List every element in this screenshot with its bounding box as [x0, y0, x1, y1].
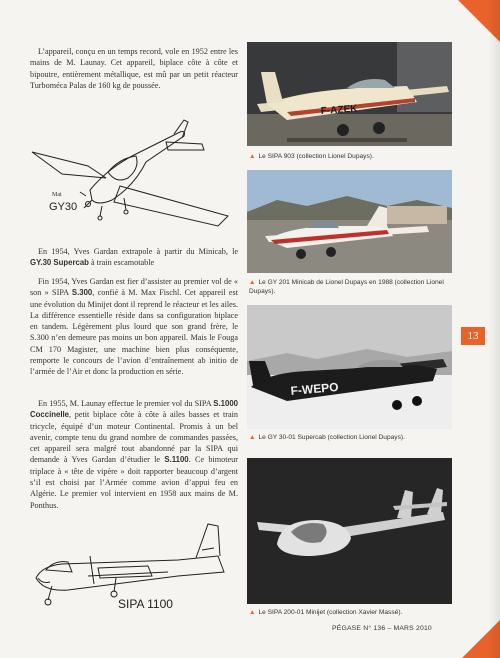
paragraph-s300: Fin 1954, Yves Gardan est fier d’assister au premier vol de « son » SIPA S.300, confié à M. Max Fischl. Cet appareil est une évolution du Minijet dont il reprend le réacteur et les ailes. La différence essentielle réside dans sa configuration biplace en tandem. Légèrement plus lourd que son grand frère, le S.300 n’en demeure pas moins un bon appareil. Mais le Fouga CM 170 Magister, une machine bien plus conséquente, remporte le concours de l’avion d’entraînement ab initio de l’armée de l’Air et donc la production en série.	[30, 277, 238, 377]
page-edge-shadow	[488, 0, 500, 658]
caption-marker-icon: ▲	[249, 153, 256, 160]
caption-gy201-minicab: ▲ Le GY 201 Minicab de Lionel Dupays en 1988 (collection Lionel Dupays).	[249, 279, 444, 295]
caption-sipa-903: ▲ Le SIPA 903 (collection Lionel Dupays).	[249, 153, 374, 160]
page-footer: PÉGASE N° 136 – MARS 2010	[332, 625, 432, 632]
page-number-badge: 13	[461, 327, 485, 345]
photo-sipa-200-minijet	[247, 458, 452, 604]
svg-text:Mat: Mat	[52, 192, 62, 198]
paragraph-s1000: En 1955, M. Launay effectue le premier vol du SIPA S.1000 Coccinelle, petit biplace côte à côte à ailes basses et train tricycle, équipé d’un moteur Continental. Promis à un bel avenir, compte tenu du grand nombre de commandes passées, cet appareil sera malgré tout abandonné par la SIPA qui demande à Yves Gardan d’étudier le S.1100. Ce bimoteur triplace à « tête de vipère » doit rapporter beaucoup d’argent s’il est choisi par l’Armée comme avion d’appui feu en Algérie. Le premier vol intervient en 1958 aux mains de M. Ponthus.	[30, 399, 238, 510]
caption-gy30-supercab: ▲ Le GY 30-01 Supercab (collection Lionel Dupays).	[249, 434, 405, 441]
photo-registration-wepo: F-WEPO	[290, 379, 340, 398]
caption-marker-icon: ▲	[249, 279, 256, 286]
photo-registration-azek: F-AZEK	[320, 103, 358, 117]
caption-sipa-200-minijet: ▲ Le SIPA 200-01 Minijet (collection Xavier Massé).	[249, 609, 403, 616]
sipa1100-sketch-label: SIPA 1100	[118, 597, 173, 611]
photo-gy201-minicab	[247, 170, 452, 273]
gy30-sketch	[28, 116, 238, 234]
paragraph-minijet: L’appareil, conçu en un temps record, vole en 1952 entre les mains de M. Launay. Cet appareil, biplace côte à côte et bipoutre, entièrement métallique, est mû par un petit réacteur Turboméca Palas de 160 kg de poussée.	[30, 47, 238, 90]
photo-sipa-903	[247, 42, 452, 146]
caption-marker-icon: ▲	[249, 434, 256, 441]
photo-gy30-supercab	[247, 305, 452, 429]
gy30-sketch-label: GY30	[49, 201, 78, 213]
paragraph-gy30: En 1954, Yves Gardan extrapole à partir du Minicab, le GY.30 Supercab à train escamotable	[30, 247, 238, 268]
caption-marker-icon: ▲	[249, 609, 256, 616]
